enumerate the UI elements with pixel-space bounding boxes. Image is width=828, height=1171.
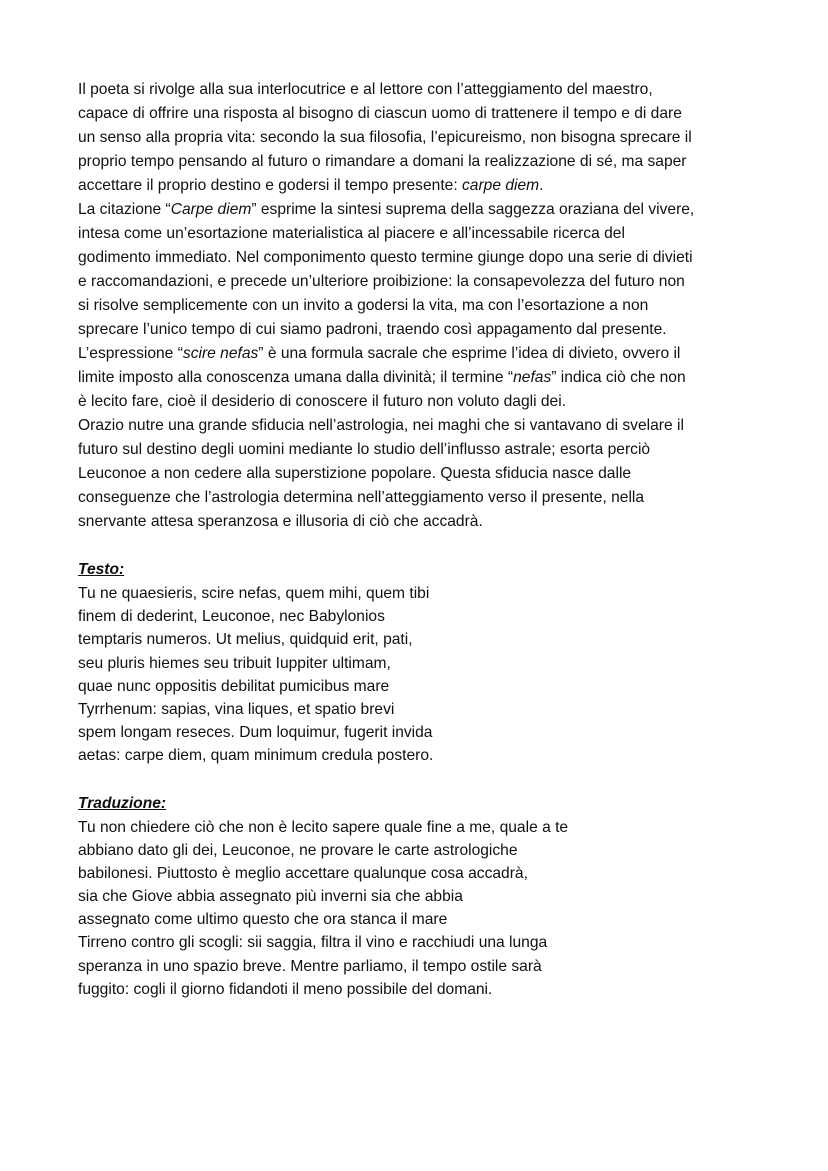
- document-page: [78, 78, 768, 1001]
- section-heading-testo: Testo:: [78, 561, 125, 578]
- commentary-line: si risolve semplicemente con un invito a godersi la vita, ma con l’esortazione a non: [78, 297, 649, 314]
- italic-term: nefas: [513, 369, 552, 386]
- translation-line: sia che Giove abbia assegnato più inverni sia che abbia: [78, 888, 463, 906]
- commentary-line: capace di offrire una risposta al bisogno di ciascun uomo di trattenere il tempo e di dare: [78, 105, 682, 122]
- commentary-line: snervante attesa speranzosa e illusoria di ciò che accadrà.: [78, 513, 483, 530]
- latin-text-section: [78, 558, 768, 768]
- verse-line: Tyrrhenum: sapias, vina liques, et spatio brevi: [78, 700, 395, 718]
- verse-line: aetas: carpe diem, quam minimum credula postero.: [78, 747, 434, 765]
- translation-line: abbiano dato gli dei, Leuconoe, ne provare le carte astrologiche: [78, 841, 518, 859]
- commentary-line: un senso alla propria vita: secondo la sua filosofia, l’epicureismo, non bisogna sprecare il: [78, 129, 692, 146]
- commentary-line: Leuconoe a non cedere alla superstizione popolare. Questa sfiducia nasce dalle: [78, 465, 632, 482]
- translation-line: speranza in uno spazio breve. Mentre parliamo, il tempo ostile sarà: [78, 957, 542, 975]
- commentary-line: è lecito fare, cioè il desiderio di conoscere il futuro non voluto dagli dei.: [78, 393, 567, 410]
- commentary-line: accettare il proprio destino e godersi il tempo presente: carpe diem.: [78, 177, 544, 194]
- commentary-line: e raccomandazioni, e precede un’ulteriore proibizione: la consapevolezza del futuro non: [78, 273, 685, 290]
- commentary-line: intesa come un’esortazione materialistica al piacere e all’incessabile ricerca del: [78, 225, 625, 242]
- commentary-line: Orazio nutre una grande sfiducia nell’astrologia, nei maghi che si vantavano di svelare il: [78, 417, 684, 434]
- commentary-line: Il poeta si rivolge alla sua interlocutrice e al lettore con l’atteggiamento del maestro,: [78, 81, 653, 98]
- commentary-line: La citazione “Carpe diem” esprime la sintesi suprema della saggezza oraziana del vivere,: [78, 201, 695, 218]
- translation-line: Tirreno contro gli scogli: sii saggia, filtra il vino e racchiudi una lunga: [78, 934, 548, 952]
- spacer: [78, 768, 768, 792]
- commentary-line: sprecare l’unico tempo di cui siamo padroni, traendo così appagamento dal presente.: [78, 321, 667, 338]
- translation-line: Tu non chiedere ciò che non è lecito sapere quale fine a me, quale a te: [78, 818, 569, 836]
- commentary-line: godimento immediato. Nel componimento questo termine giunge dopo una serie di divieti: [78, 249, 693, 266]
- commentary-line: limite imposto alla conoscenza umana dalla divinità; il termine “nefas” indica ciò che non: [78, 369, 686, 386]
- commentary-line: futuro sul destino degli uomini mediante lo studio dell’influsso astrale; esorta perciò: [78, 441, 651, 458]
- italic-term: Carpe diem: [170, 201, 252, 218]
- section-heading-traduzione: Traduzione:: [78, 794, 167, 812]
- translation-line: assegnato come ultimo questo che ora stanca il mare: [78, 911, 448, 929]
- verse-line: temptaris numeros. Ut melius, quidquid erit, pati,: [78, 631, 413, 649]
- translation-line: fuggito: cogli il giorno fidandoti il meno possibile del domani.: [78, 980, 493, 998]
- italic-term: scire nefas: [182, 345, 259, 362]
- verse-line: spem longam reseces. Dum loquimur, fugerit invida: [78, 724, 433, 742]
- translation-line: babilonesi. Piuttosto è meglio accettare qualunque cosa accadrà,: [78, 864, 528, 882]
- commentary-line: proprio tempo pensando al futuro o rimandare a domani la realizzazione di sé, ma saper: [78, 153, 687, 170]
- commentary-paragraphs: [78, 78, 768, 534]
- italic-term: carpe diem: [462, 177, 540, 194]
- verse-line: Tu ne quaesieris, scire nefas, quem mihi, quem tibi: [78, 585, 430, 602]
- commentary-line: conseguenze che l’astrologia determina nell’atteggiamento verso il presente, nella: [78, 489, 645, 506]
- verse-line: seu pluris hiemes seu tribuit Iuppiter ultimam,: [78, 654, 391, 672]
- verse-line: finem di dederint, Leuconoe, nec Babylonios: [78, 608, 385, 626]
- spacer: [78, 534, 768, 558]
- verse-line: quae nunc oppositis debilitat pumicibus mare: [78, 677, 390, 695]
- translation-section: [78, 792, 768, 1002]
- commentary-line: L’espressione “scire nefas” è una formula sacrale che esprime l’idea di divieto, ovvero il: [78, 345, 681, 362]
